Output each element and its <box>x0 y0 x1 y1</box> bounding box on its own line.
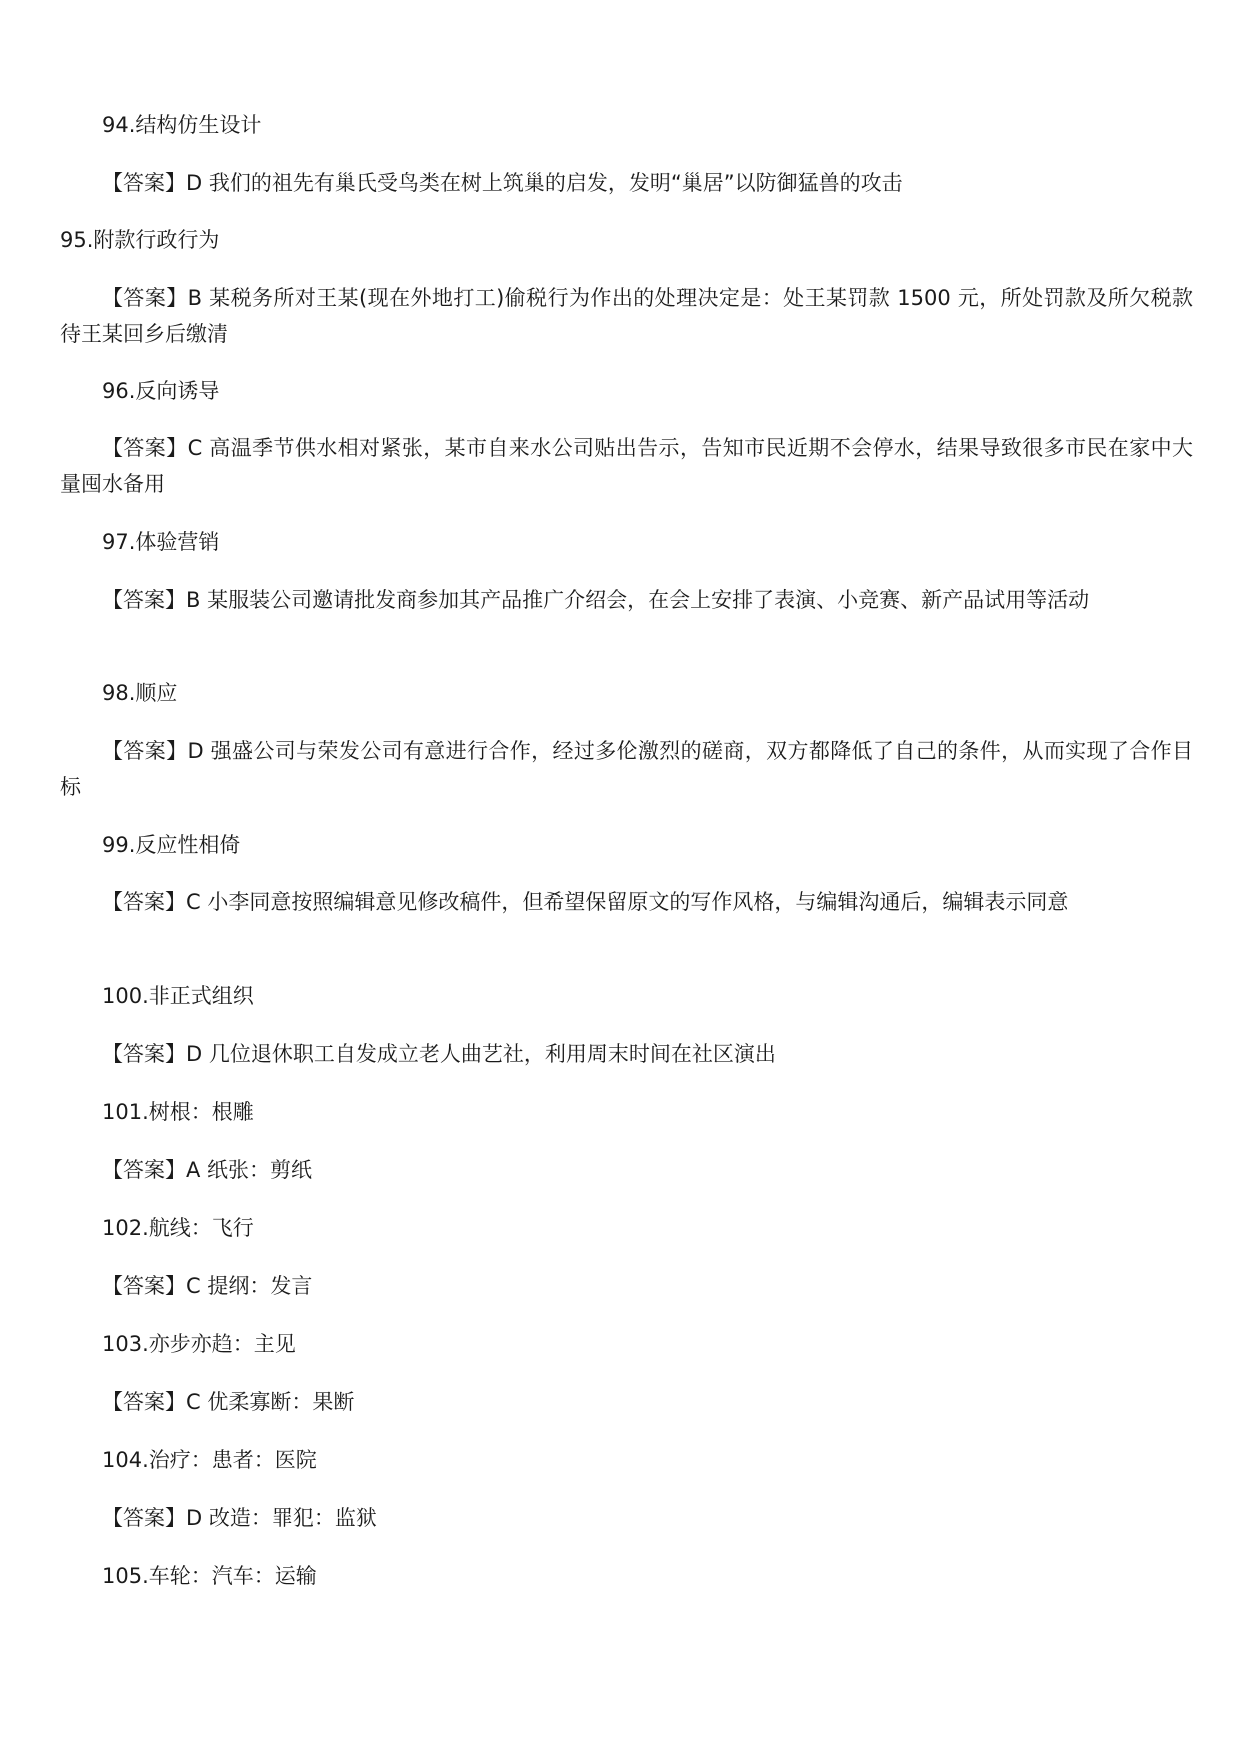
answer-98: 【答案】D 强盛公司与荣发公司有意进行合作，经过多伦激烈的磋商，双方都降低了自己的条件，从而实现了合作目标 <box>60 739 1193 799</box>
answer-97: 【答案】B 某服装公司邀请批发商参加其产品推广介绍会，在会上安排了表演、小竞赛、新产品试用等活动 <box>102 588 1090 612</box>
question-98: 98.顺应 <box>102 681 178 705</box>
answer-102: 【答案】C 提纲：发言 <box>102 1274 313 1298</box>
answer-99: 【答案】C 小李同意按照编辑意见修改稿件，但希望保留原文的写作风格，与编辑沟通后，编辑表示同意 <box>102 890 1069 914</box>
question-105: 105.车轮：汽车：运输 <box>102 1564 317 1588</box>
answer-103: 【答案】C 优柔寡断：果断 <box>102 1390 355 1414</box>
question-97: 97.体验营销 <box>102 530 220 554</box>
answer-95: 【答案】B 某税务所对王某(现在外地打工)偷税行为作出的处理决定是：处王某罚款 1500 元，所处罚款及所欠税款待王某回乡后缴清 <box>60 286 1193 346</box>
question-94: 94.结构仿生设计 <box>102 113 262 137</box>
answer-100: 【答案】D 几位退休职工自发成立老人曲艺社，利用周末时间在社区演出 <box>102 1042 776 1066</box>
question-100: 100.非正式组织 <box>102 984 254 1008</box>
question-96: 96.反向诱导 <box>102 379 220 403</box>
question-104: 104.治疗：患者：医院 <box>102 1448 317 1472</box>
answer-101: 【答案】A 纸张：剪纸 <box>102 1158 313 1182</box>
question-95: 95.附款行政行为 <box>60 228 220 252</box>
question-103: 103.亦步亦趋：主见 <box>102 1332 296 1356</box>
question-101: 101.树根：根雕 <box>102 1100 254 1124</box>
question-102: 102.航线：飞行 <box>102 1216 254 1240</box>
answer-104: 【答案】D 改造：罪犯：监狱 <box>102 1506 377 1530</box>
question-99: 99.反应性相倚 <box>102 833 241 857</box>
answer-96: 【答案】C 高温季节供水相对紧张，某市自来水公司贴出告示，告知市民近期不会停水，结果导致很多市民在家中大量囤水备用 <box>60 436 1193 496</box>
answer-94: 【答案】D 我们的祖先有巢氏受鸟类在树上筑巢的启发，发明“巢居”以防御猛兽的攻击 <box>102 171 903 195</box>
